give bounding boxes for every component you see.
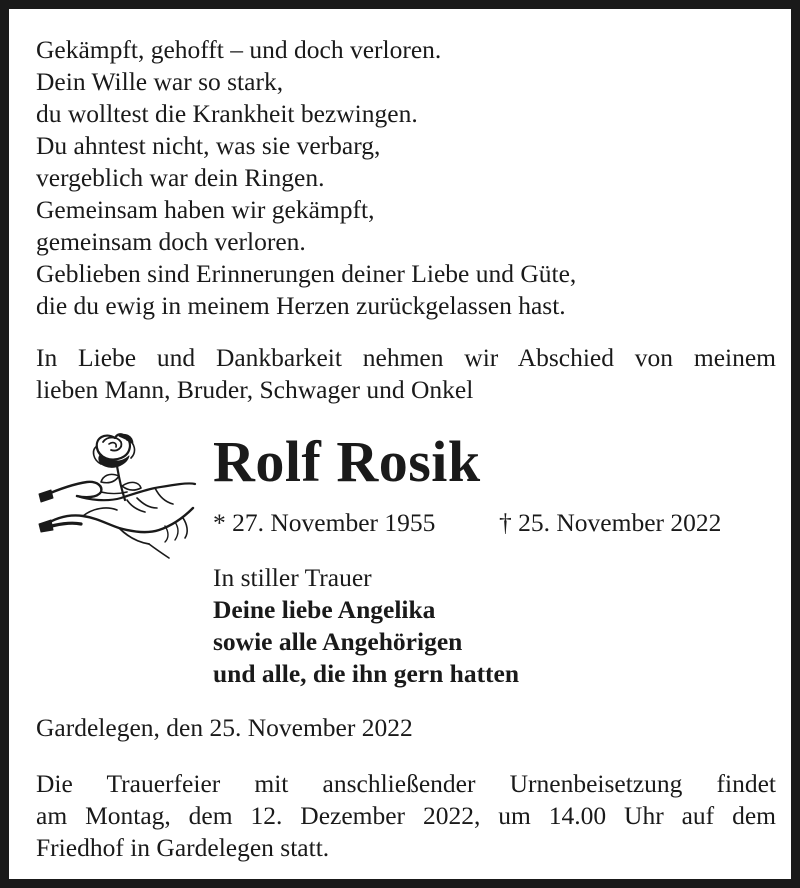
farewell-intro: [36, 342, 776, 406]
death-date: † 25. November 2022: [499, 508, 722, 537]
poem-line: gemeinsam doch verloren.: [36, 227, 306, 256]
poem-line: vergeblich war dein Ringen.: [36, 163, 325, 192]
poem-line: Geblieben sind Erinnerungen deiner Liebe und Güte,: [36, 259, 577, 288]
place-and-date: Gardelegen, den 25. November 2022: [36, 713, 413, 742]
service-line: Die Trauerfeier mit anschließender Urnenbeisetzung findet: [36, 769, 776, 798]
service-line: am Montag, dem 12. Dezember 2022, um 14.00 Uhr auf dem: [36, 801, 776, 830]
poem-line: Dein Wille war so stark,: [36, 67, 284, 96]
poem-line: du wolltest die Krankheit bezwingen.: [36, 99, 418, 128]
poem-line: Gekämpft, gehofft – und doch verloren.: [36, 35, 442, 64]
poem-line: Gemeinsam haben wir gekämpft,: [36, 195, 375, 224]
mourners-block: [213, 562, 519, 690]
funeral-service-info: [36, 768, 776, 864]
poem-line: die du ewig in meinem Herzen zurückgelassen hast.: [36, 291, 566, 320]
poem-line: Du ahntest nicht, was sie verbarg,: [36, 131, 381, 160]
deceased-name: Rolf Rosik: [213, 429, 481, 494]
birth-date: * 27. November 1955: [213, 508, 436, 537]
mourner-line: und alle, die ihn gern hatten: [213, 659, 520, 688]
mourner-line: Deine liebe Angelika: [213, 595, 436, 624]
mourner-line: sowie alle Angehörigen: [213, 627, 463, 656]
poem: [36, 34, 776, 322]
intro-line: In Liebe und Dankbarkeit nehmen wir Abschied von meinem: [36, 343, 776, 372]
rose-in-hands-icon: [37, 424, 199, 562]
intro-line: lieben Mann, Bruder, Schwager und Onkel: [36, 375, 474, 404]
mourning-heading: In stiller Trauer: [213, 563, 372, 592]
service-line: Friedhof in Gardelegen statt.: [36, 833, 330, 862]
